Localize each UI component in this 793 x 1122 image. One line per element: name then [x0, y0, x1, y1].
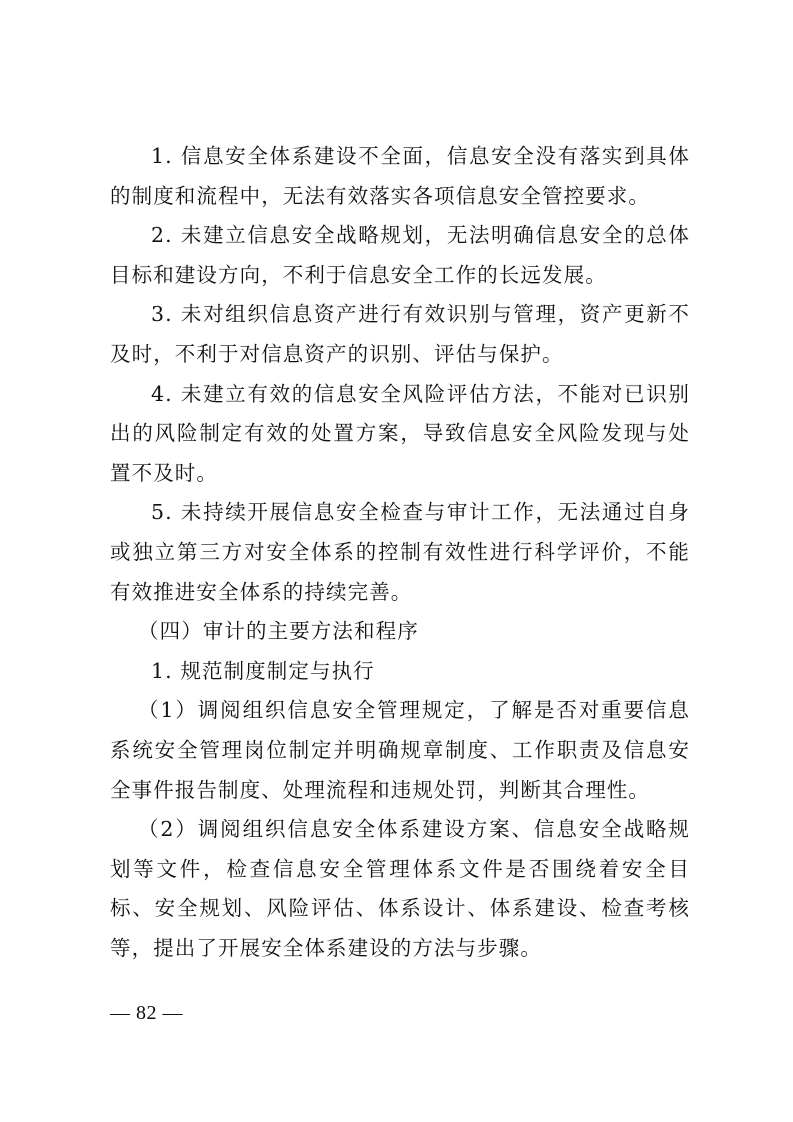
item-2: （2）调阅组织信息安全体系建设方案、信息安全战略规划等文件，检查信息安全管理体系文件是否围绕着安全目标、安全规划、风险评估、体系设计、体系建设、检查考核等，提出了开展安全体系建设的方法与步骤。: [110, 817, 690, 960]
paragraph-5: 5. 未持续开展信息安全检查与审计工作，无法通过自身或独立第三方对安全体系的控制有效性进行科学评价，不能有效推进安全体系的持续完善。: [110, 500, 690, 604]
subheading: 1. 规范制度制定与执行: [151, 658, 375, 683]
paragraph-1: 1. 信息安全体系建设不全面，信息安全没有落实到具体的制度和流程中，无法有效落实各项信息安全管控要求。: [110, 144, 690, 208]
item-1: （1）调阅组织信息安全管理规定，了解是否对重要信息系统安全管理岗位制定并明确规章制度、工作职责及信息安全事件报告制度、处理流程和违规处罚，判断其合理性。: [110, 698, 690, 802]
paragraph-2: 2. 未建立信息安全战略规划，无法明确信息安全的总体目标和建设方向，不利于信息安全工作的长远发展。: [110, 223, 690, 287]
paragraph-3: 3. 未对组织信息资产进行有效识别与管理，资产更新不及时，不利于对信息资产的识别、评估与保护。: [110, 302, 690, 366]
paragraph-4: 4. 未建立有效的信息安全风险评估方法，不能对已识别出的风险制定有效的处置方案，导致信息安全风险发现与处置不及时。: [110, 381, 690, 485]
page-number: — 82 —: [110, 1002, 183, 1024]
section-heading: （四）审计的主要方法和程序: [138, 619, 419, 644]
document-body: [110, 137, 690, 968]
